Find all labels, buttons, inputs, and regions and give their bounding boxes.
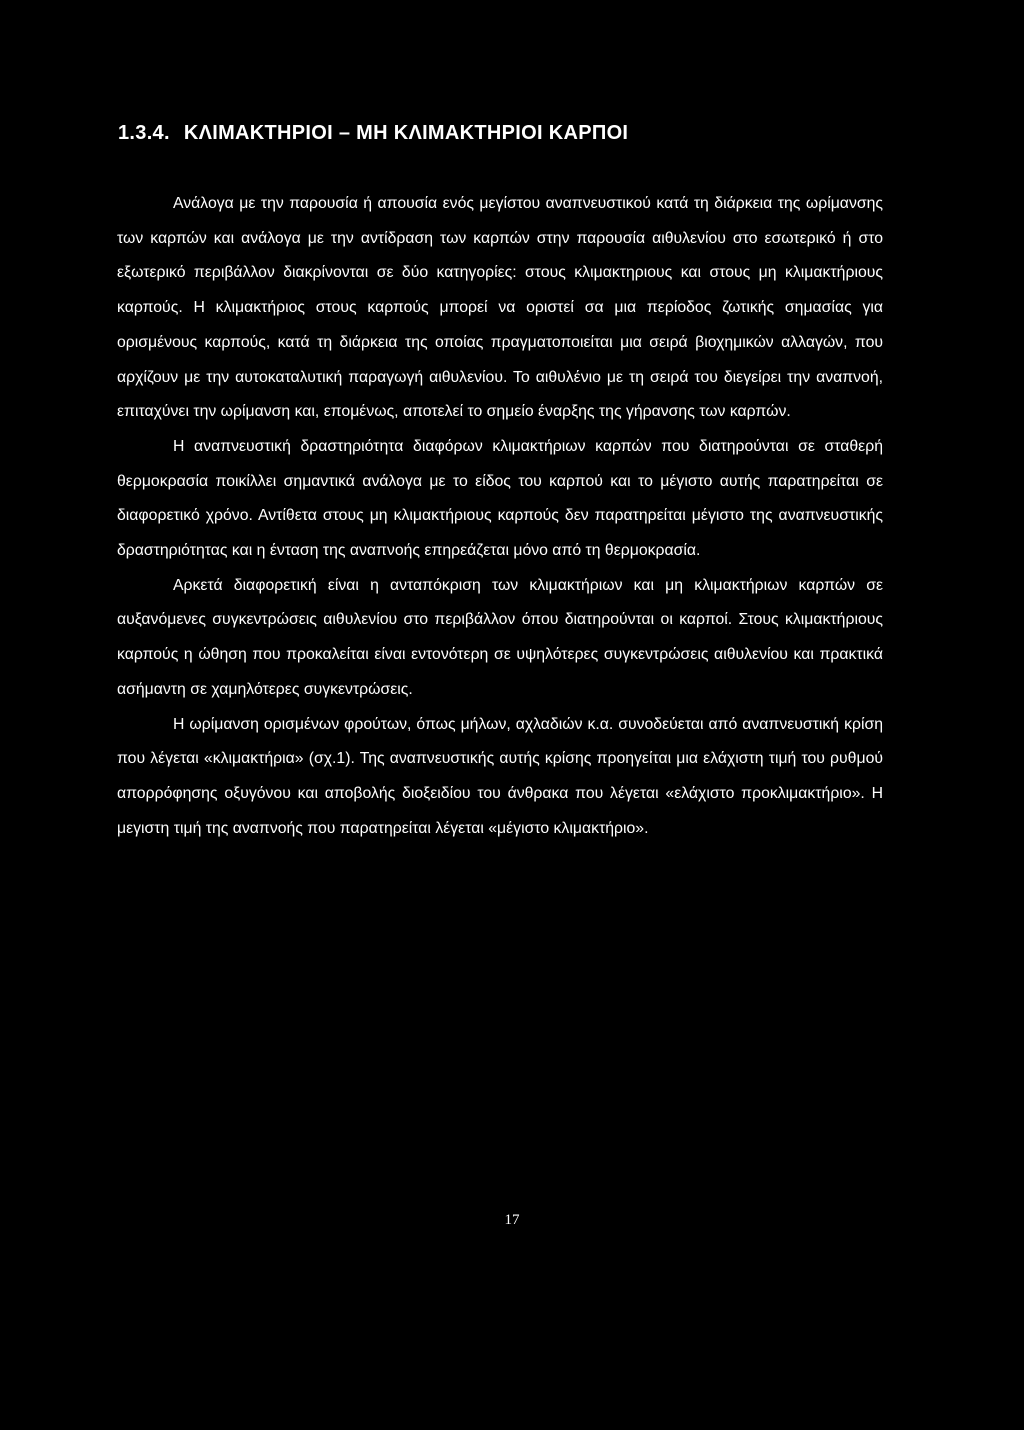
body-text <box>117 187 883 846</box>
paragraph-1: Ανάλογα με την παρουσία ή απουσία ενός μεγίστου αναπνευστικού κατά τη διάρκεια της ωρίμανσης των καρπών και ανάλογα με την αντίδραση των καρπών στην παρουσία αιθυλενίου στο εσωτερικό ή στο εξωτερικό περιβάλλον διακρίνονται σε δύο κατηγορίες: στους κλιμακτηριους και στους μη κλιμακτήριους καρπούς. Η κλιμακτήριος στους καρπούς μπορεί να οριστεί σα μια περίοδος ζωτικής σημασίας για ορισμένους καρπούς, κατά τη διάρκεια της οποίας πραγματοποιείται μια σειρά βιοχημικών αλλαγών, που αρχίζουν με την αυτοκαταλυτική παραγωγή αιθυλενίου. Το αιθυλένιο με τη σειρά του διεγείρει την αναπνοή, επιταχύνει την ωρίμανση και, επομένως, αποτελεί το σημείο έναρξης της γήρανσης των καρπών. <box>117 195 883 421</box>
page-number: 17 <box>504 1212 520 1228</box>
paragraph-3: Αρκετά διαφορετική είναι η ανταπόκριση των κλιμακτήριων και μη κλιμακτήριων καρπών σε αυξανόμενες συγκεντρώσεις αιθυλενίου στο περιβάλλον όπου διατηρούνται οι καρποί. Στους κλιμακτήριους καρπούς η ώθηση που προκαλείται είναι εντονότερη σε υψηλότερες συγκεντρώσεις αιθυλενίου και πρακτικά ασήμαντη σε χαμηλότερες συγκεντρώσεις. <box>117 576 883 698</box>
paragraph-2: Η αναπνευστική δραστηριότητα διαφόρων κλιμακτήριων καρπών που διατηρούνται σε σταθερή θερμοκρασία ποικίλλει σημαντικά ανάλογα με το είδος του καρπού και το μέγιστο αυτής παρατηρείται σε διαφορετικό χρόνο. Αντίθετα στους μη κλιμακτήριους καρπούς δεν παρατηρείται μέγιστο της αναπνευστικής δραστηριότητας και η ένταση της αναπνοής επηρεάζεται μόνο από τη θερμοκρασία. <box>117 437 883 560</box>
section-heading <box>118 122 628 145</box>
paragraph-4: Η ωρίμανση ορισμένων φρούτων, όπως μήλων, αχλαδιών κ.α. συνοδεύεται από αναπνευστική κρίση που λέγεται «κλιμακτήρια» (σχ.1). Της αναπνευστικής αυτής κρίσης προηγείται μια ελάχιστη τιμή του ρυθμού απορρόφησης οξυγόνου και αποβολής διοξειδίου του άνθρακα που λέγεται «ελάχιστο προκλιμακτήριο». Η μεγιστη τιμή της αναπνοής που παρατηρείται λέγεται «μέγιστο κλιμακτήριο». <box>117 715 883 837</box>
section-title: ΚΛΙΜΑΚΤΗΡΙΟΙ – ΜΗ ΚΛΙΜΑΚΤΗΡΙΟΙ ΚΑΡΠΟΙ <box>183 122 629 144</box>
section-number: 1.3.4. <box>118 122 170 144</box>
